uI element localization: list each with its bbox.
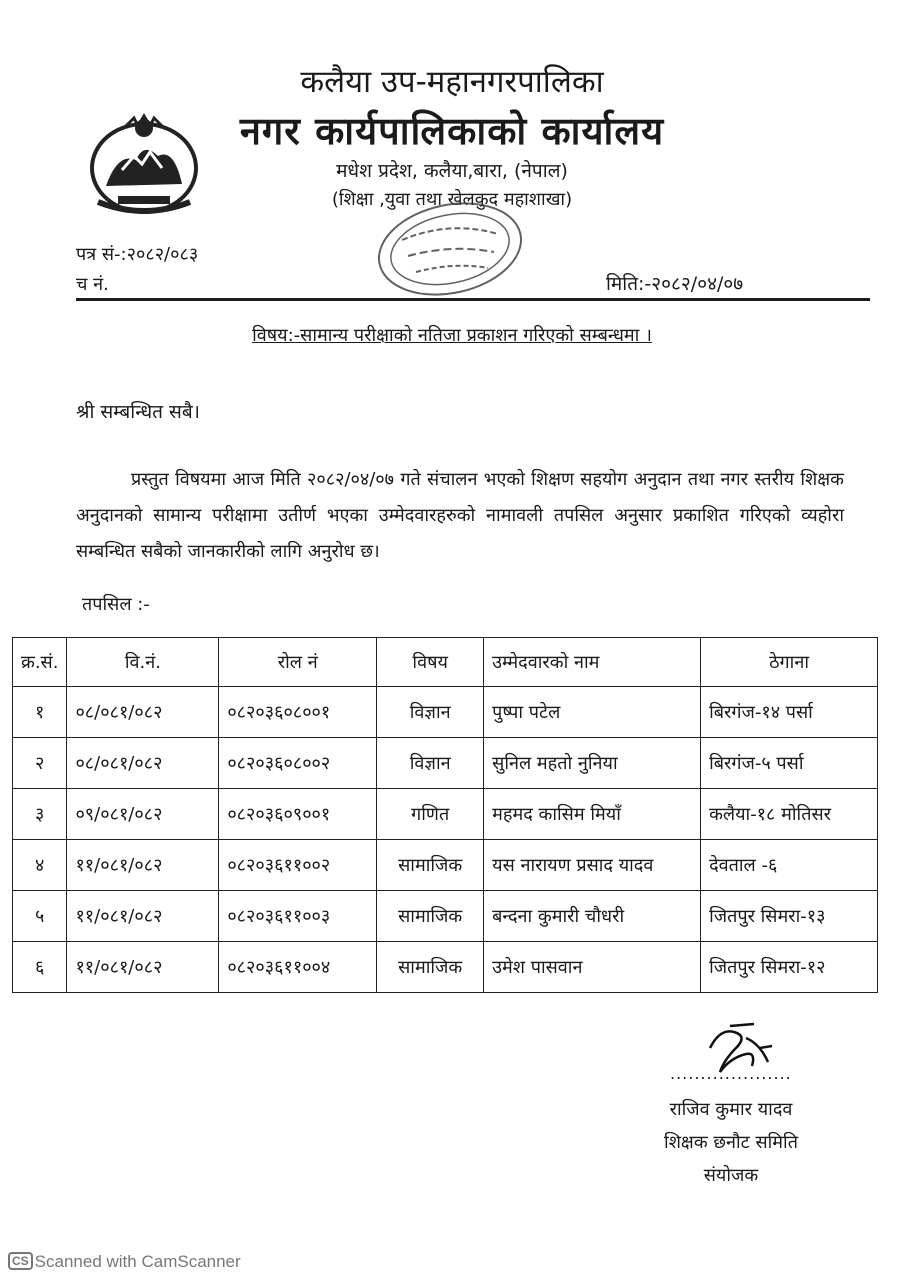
table-row: [13, 840, 878, 891]
cell-roll-number: ०८२०३६११००४: [219, 942, 377, 993]
municipality-name: कलैया उप-महानगरपालिका: [300, 64, 604, 100]
subject-line: विषय:-सामान्य परीक्षाको नतिजा प्रकाशन गरिएको सम्बन्धमा ।: [252, 325, 652, 346]
body-text: प्रस्तुत विषयमा आज मिति २०८२/०४/०७ गते संचालन भएको शिक्षण सहयोग अनुदान तथा नगर स्तरीय शिक्षक अनुदानको सामान्य परीक्षामा उतीर्ण भएका उम्मेदवारहरुको नामावली तपसिल अनुसार प्रकाशित गरिएको व्यहोरा सम्बन्धित सबैको जानकारीको लागि अनुरोध छ।: [76, 469, 844, 562]
signatory-name: राजिव कुमार यादव: [669, 1099, 793, 1120]
cell-subject-number: ११/०८१/०८२: [67, 840, 219, 891]
watermark-text: Scanned with CamScanner: [34, 1252, 241, 1271]
cell-roll-number: ०८२०३६०९००१: [219, 789, 377, 840]
cell-candidate-name: उमेश पासवान: [484, 942, 701, 993]
col-header-subject: विषय: [377, 638, 484, 687]
cell-subject-number: ११/०८१/०८२: [67, 942, 219, 993]
table-row: [13, 942, 878, 993]
cell-subject: सामाजिक: [377, 891, 484, 942]
division-name: (शिक्षा ,युवा तथा खेलकुद महाशाखा): [331, 189, 573, 210]
salutation: श्री सम्बन्धित सबै।: [76, 401, 200, 423]
cell-subject: विज्ञान: [377, 687, 484, 738]
cell-candidate-name: यस नारायण प्रसाद यादव: [484, 840, 701, 891]
header-divider: [76, 298, 870, 301]
col-header-roll-number: रोल नं: [219, 638, 377, 687]
signatory-role: संयोजक: [703, 1165, 759, 1186]
cell-candidate-name: बन्दना कुमारी चौधरी: [484, 891, 701, 942]
cell-roll-number: ०८२०३६०८००२: [219, 738, 377, 789]
cell-candidate-name: सुनिल महतो नुनिया: [484, 738, 701, 789]
cell-subject: सामाजिक: [377, 840, 484, 891]
cell-subject-number: ०८/०८१/०८२: [67, 738, 219, 789]
col-header-serial: क्र.सं.: [13, 638, 67, 687]
table-header-row: [13, 638, 878, 687]
cell-address: देवताल -६: [701, 840, 878, 891]
cell-subject: विज्ञान: [377, 738, 484, 789]
cell-subject-number: ०९/०८१/०८२: [67, 789, 219, 840]
cell-candidate-name: पुष्पा पटेल: [484, 687, 701, 738]
table-row: [13, 789, 878, 840]
camscanner-watermark: [8, 1252, 241, 1272]
cell-subject-number: ११/०८१/०८२: [67, 891, 219, 942]
office-stamp: [372, 200, 527, 298]
table-row: [13, 738, 878, 789]
letter-date: मिति:-२०८२/०४/०७: [606, 273, 744, 295]
cell-address: जितपुर सिमरा-१२: [701, 942, 878, 993]
results-table: [12, 637, 878, 993]
cell-subject-number: ०८/०८१/०८२: [67, 687, 219, 738]
signatory-committee: शिक्षक छनौट समिति: [664, 1132, 798, 1153]
details-label: तपसिल :-: [82, 594, 150, 615]
camscanner-logo-icon: CS: [8, 1252, 33, 1270]
cell-roll-number: ०८२०३६११००२: [219, 840, 377, 891]
table-row: [13, 687, 878, 738]
signature-line: ....................: [670, 1064, 792, 1083]
cell-roll-number: ०८२०३६०८००१: [219, 687, 377, 738]
col-header-subject-number: वि.नं.: [67, 638, 219, 687]
cell-serial: ५: [13, 891, 67, 942]
office-title: नगर कार्यपालिकाको कार्यालय: [239, 109, 665, 153]
letter-number: पत्र सं-:२०८२/०८३: [76, 244, 199, 265]
cell-roll-number: ०८२०३६११००३: [219, 891, 377, 942]
cell-serial: ६: [13, 942, 67, 993]
cell-serial: ३: [13, 789, 67, 840]
table-row: [13, 891, 878, 942]
cell-address: जितपुर सिमरा-१३: [701, 891, 878, 942]
cell-address: बिरगंज-१४ पर्सा: [701, 687, 878, 738]
body-paragraph: [76, 462, 844, 570]
cell-serial: २: [13, 738, 67, 789]
office-address: मधेश प्रदेश, कलैया,बारा, (नेपाल): [336, 160, 568, 182]
cell-candidate-name: महमद कासिम मियाँ: [484, 789, 701, 840]
cell-serial: ४: [13, 840, 67, 891]
col-header-address: ठेगाना: [701, 638, 878, 687]
dispatch-number: च नं.: [76, 274, 109, 295]
cell-subject: गणित: [377, 789, 484, 840]
col-header-candidate-name: उम्मेदवारको नाम: [484, 638, 701, 687]
cell-address: बिरगंज-५ पर्सा: [701, 738, 878, 789]
cell-subject: सामाजिक: [377, 942, 484, 993]
cell-address: कलैया-१८ मोतिसर: [701, 789, 878, 840]
cell-serial: १: [13, 687, 67, 738]
